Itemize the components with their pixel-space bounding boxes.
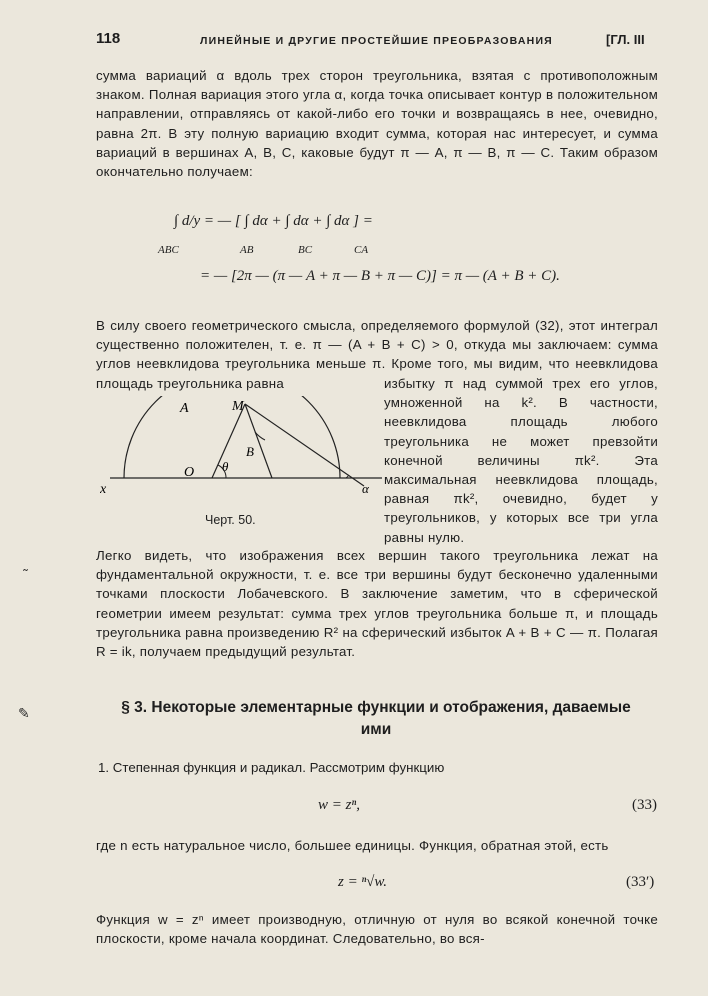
equation-result: = — [2π — (π — A + π — B + π — C)] = π — (A + B + C). (200, 268, 560, 284)
label-o: O (184, 465, 195, 480)
equation-33-number: (33) (632, 797, 657, 813)
label-a: A (180, 401, 189, 416)
chapter-label: [ГЛ. III (606, 32, 645, 47)
figure-caption: Черт. 50. (205, 513, 256, 527)
paragraph-3: избытку π над суммой трех его углов, умноженной на k². В частности, неевклидова площадь любого треугольника не может превзойти конечной величины πk². Эта максимальная неевклидова площадь, равная πk², очевидно, будет у треугольников, у которых все три угла равны нулю. (384, 376, 658, 545)
subscript-ca: CA (354, 244, 369, 256)
label-theta: θ (222, 459, 229, 474)
page-header (0, 30, 708, 54)
section-heading: § 3. Некоторые элементарные функции и отображения, даваемые ими (121, 699, 631, 738)
label-m: M (232, 399, 244, 414)
equation-33-prime-number: (33′) (626, 874, 655, 890)
subscript-ab: AB (240, 244, 254, 256)
tangent-line (245, 404, 364, 486)
running-title: ЛИНЕЙНЫЕ И ДРУГИЕ ПРОСТЕЙШИЕ ПРЕОБРАЗОВАНИЯ (200, 35, 553, 47)
margin-mark-2: ✎ (18, 706, 30, 722)
paragraph-4: Легко видеть, что изображения всех вершин такого треугольника лежат на фундаментальной окружности, т. е. все три вершины будут бесконечно удаленными точками плоскости Лобачевского. В заключение заметим, что в сферической геометрии имеем результат: сумма трех углов треугольника больше π, и площадь треугольника равна произведению R² на сферический избыток A + B + C — π. Полагая R = ik, получаем предыдущий результат. (96, 548, 658, 660)
subscript-abc: ABC (158, 244, 179, 256)
subsection-heading: 1. Степенная функция и радикал. Рассмотрим функцию (98, 760, 445, 775)
equation-integral-main: ∫ d/y = — [ ∫ dα + ∫ dα + ∫ dα ] = (174, 213, 373, 229)
radius-line (212, 404, 245, 478)
equation-33 (0, 797, 708, 819)
page-number: 118 (96, 30, 121, 47)
vertical-chord (245, 404, 272, 478)
equation-integral (150, 208, 620, 254)
label-b: B (246, 444, 254, 459)
figure-50 (100, 396, 390, 500)
label-alpha: α (362, 481, 369, 496)
equation-33-prime (0, 874, 708, 896)
paragraph-1: сумма вариаций α вдоль трех сторон треугольника, взятая с противоположным знаком. Полная вариация этого угла α, когда точка описывает контур в положительном направлении, отправляясь от какой-либо его точки и возвращаясь в нее, очевидно, равна 2π. В эту полную вариацию входит сумма, которая нас интересует, и сумма вариаций в вершинах A, B, C, каковые будут π — A, π — B, π — C. Таким образом окончательно получаем: (96, 68, 658, 180)
paragraph-6: Функция w = zⁿ имеет производную, отличную от нуля во всякой конечной точке плоскости, кроме начала координат. Следовательно, во вся- (96, 912, 658, 947)
margin-mark-1: ˜ (22, 568, 29, 584)
equation-33-formula: w = zⁿ, (318, 797, 360, 813)
paragraph-2: В силу своего геометрического смысла, определяемого формулой (32), этот интеграл существенно положителен, т. е. π — (A + B + C) > 0, откуда мы заключаем: сумма углов неевклидова треугольника меньше π. Кроме того, мы видим, что неевклидова площадь треугольника равна (96, 318, 658, 391)
equation-33-prime-formula: z = ⁿ√w. (338, 874, 388, 890)
paragraph-5: где n есть натуральное число, большее единицы. Функция, обратная этой, есть (96, 838, 609, 853)
subscript-bc: BC (298, 244, 313, 256)
label-x: x (100, 482, 107, 497)
